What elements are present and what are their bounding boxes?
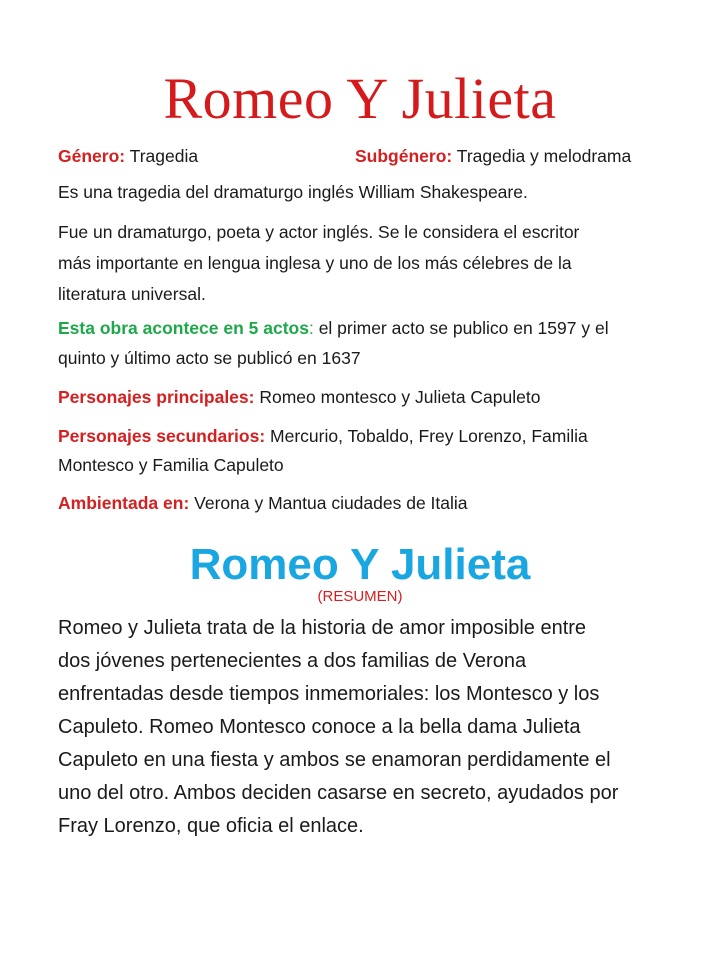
- acts-colon: :: [308, 318, 314, 338]
- subgenre-label: Subgénero:: [355, 146, 453, 166]
- summary-line: enfrentadas desde tiempos inmemoriales: los Montesco y los: [58, 683, 600, 705]
- acts-label: Esta obra acontece en 5 actos: [58, 318, 309, 338]
- genre-line: [58, 142, 198, 170]
- secondary-characters-line-2: Montesco y Familia Capuleto: [58, 455, 284, 475]
- main-characters-line: [58, 383, 540, 411]
- summary-subtitle: (RESUMEN): [317, 588, 403, 605]
- acts-line-2: quinto y último acto se publicó en 1637: [58, 348, 361, 368]
- subgenre-line: [355, 142, 631, 170]
- setting-value: Verona y Mantua ciudades de Italia: [189, 493, 468, 513]
- summary-body: [58, 612, 668, 843]
- summary-line: Capuleto. Romeo Montesco conoce a la bella dama Julieta: [58, 716, 581, 738]
- setting-line: [58, 489, 468, 517]
- secondary-characters-value-1: Mercurio, Tobaldo, Frey Lorenzo, Familia: [265, 426, 588, 446]
- secondary-characters-line-1: [58, 422, 588, 450]
- secondary-characters-label: Personajes secundarios:: [58, 426, 266, 446]
- summary-line: Fray Lorenzo, que oficia el enlace.: [58, 815, 364, 837]
- main-characters-label: Personajes principales:: [58, 387, 255, 407]
- genre-label: Género:: [58, 146, 126, 166]
- summary-line: dos jóvenes pertenecientes a dos familias de Verona: [58, 650, 527, 672]
- page-title: Romeo Y Julieta: [163, 66, 557, 131]
- setting-label: Ambientada en:: [58, 493, 190, 513]
- summary-line: uno del otro. Ambos deciden casarse en secreto, ayudados por: [58, 782, 619, 804]
- author-line-2: más importante en lengua inglesa y uno de los más célebres de la: [58, 253, 572, 273]
- acts-line-1: [58, 314, 609, 342]
- genre-value: Tragedia: [125, 146, 199, 166]
- author-line-3: literatura universal.: [58, 284, 206, 304]
- summary-line: Capuleto en una fiesta y ambos se enamoran perdidamente el: [58, 749, 611, 771]
- subgenre-value: Tragedia y melodrama: [452, 146, 632, 166]
- summary-title: Romeo Y Julieta: [189, 540, 531, 589]
- summary-line: Romeo y Julieta trata de la historia de amor imposible entre: [58, 617, 587, 639]
- author-line-1: Fue un dramaturgo, poeta y actor inglés. Se le considera el escritor: [58, 222, 580, 242]
- acts-text-1: el primer acto se publico en 1597 y el: [313, 318, 609, 338]
- main-characters-value: Romeo montesco y Julieta Capuleto: [254, 387, 541, 407]
- intro-text: Es una tragedia del dramaturgo inglés William Shakespeare.: [58, 182, 528, 202]
